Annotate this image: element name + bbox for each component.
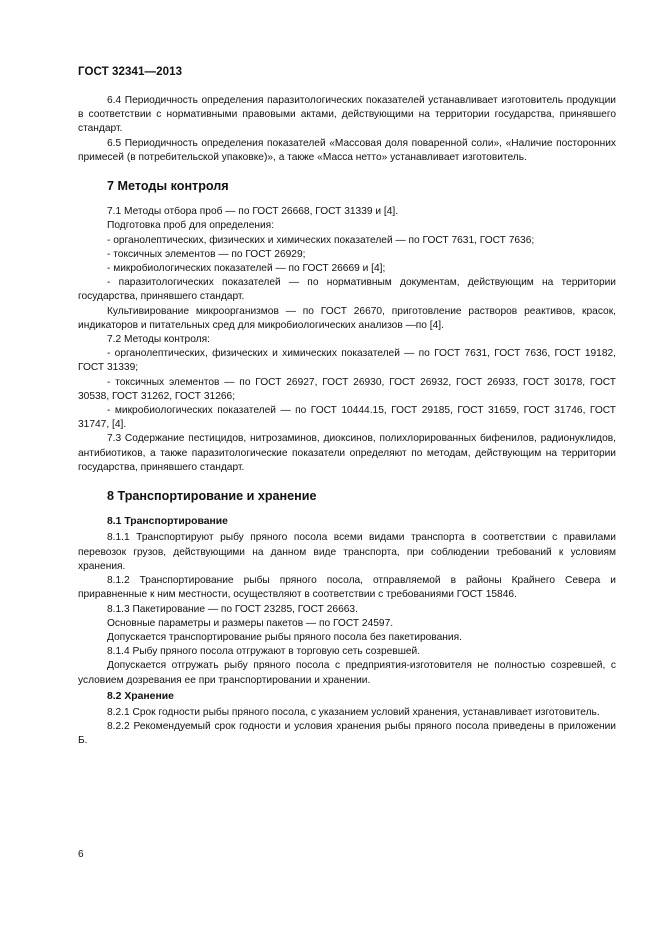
sample-prep-intro: Подготовка проб для определения:: [107, 220, 275, 232]
paragraph-6-5: 6.5 Периодичность определения показателей «Массовая доля поваренной соли», «Наличие посторонних примесей (в потребительской упаковке)», а также «Масса нетто» устанавливает изготовитель.: [78, 137, 616, 163]
list-item: - паразитологических показателей — по нормативным документам, действующим на территории государства, принявшего стандарт.: [78, 277, 616, 303]
list-item: - токсичных элементов — по ГОСТ 26927, ГОСТ 26930, ГОСТ 26932, ГОСТ 26933, ГОСТ 30178, ГОСТ 30538, ГОСТ 31262, ГОСТ 31266;: [78, 376, 616, 402]
paragraph-6-4: 6.4 Периодичность определения паразитологических показателей устанавливает изготовитель продукции в соответствии с нормативными правовыми актами, действующими на территории государства, принявшего стандарт.: [78, 95, 616, 135]
list-item: - микробиологических показателей — по ГОСТ 10444.15, ГОСТ 29185, ГОСТ 31659, ГОСТ 31746, ГОСТ 31747, [4].: [78, 405, 616, 431]
page-number: 6: [78, 849, 84, 860]
section-7-title: 7 Методы контроля: [107, 179, 229, 194]
document-header: ГОСТ 32341—2013: [78, 66, 183, 78]
list-item: - органолептических, физических и химических показателей — по ГОСТ 7631, ГОСТ 7636;: [107, 234, 535, 246]
paragraph-7-2: 7.2 Методы контроля:: [107, 334, 210, 346]
paragraph-8-2-2: 8.2.2 Рекомендуемый срок годности и условия хранения рыбы пряного посола приведены в приложении Б.: [78, 721, 616, 747]
paragraph-8-1-3-allowed: Допускается транспортирование рыбы пряного посола без пакетирования.: [107, 631, 462, 643]
paragraph-8-1-3-params: Основные параметры и размеры пакетов — по ГОСТ 24597.: [107, 617, 394, 629]
paragraph-8-1-3: 8.1.3 Пакетирование — по ГОСТ 23285, ГОСТ 26663.: [107, 603, 358, 615]
list-item: - органолептических, физических и химических показателей — по ГОСТ 7631, ГОСТ 7636, ГОСТ 19182, ГОСТ 31339;: [78, 348, 616, 374]
list-item: - микробиологических показателей — по ГОСТ 26669 и [4];: [107, 263, 386, 275]
paragraph-7-1: 7.1 Методы отбора проб — по ГОСТ 26668, ГОСТ 31339 и [4].: [107, 206, 399, 218]
paragraph-8-1-4-allowed: Допускается отгружать рыбу пряного посола с предприятия-изготовителя не полностью созревшей, с условием дозревания ее при транспортировании и хранении.: [78, 660, 616, 686]
cultivation-paragraph: Культивирование микроорганизмов — по ГОСТ 26670, приготовление растворов реактивов, красок, индикаторов и питательных сред для микробиологических анализов —по [4].: [78, 305, 616, 331]
paragraph-8-1-1: 8.1.1 Транспортируют рыбу пряного посола всеми видами транспорта в соответствии с правилами перевозок грузов, действующими на данном виде транспорта, при соблюдении требований к условиям хранения.: [78, 532, 616, 572]
subsection-8-1-title: 8.1 Транспортирование: [107, 516, 228, 528]
paragraph-7-3: 7.3 Содержание пестицидов, нитрозаминов, диоксинов, полихлорированных бифенилов, радионуклидов, антибиотиков, а также паразитологические показатели определяют по методам, действующим на территории государства, принявшего стандарт.: [78, 433, 616, 473]
document-body: [78, 94, 616, 749]
list-item: - токсичных элементов — по ГОСТ 26929;: [107, 248, 306, 260]
section-8-title: 8 Транспортирование и хранение: [107, 489, 317, 504]
paragraph-8-2-1: 8.2.1 Срок годности рыбы пряного посола, с указанием условий хранения, устанавливает изготовитель.: [107, 706, 600, 718]
paragraph-8-1-2: 8.1.2 Транспортирование рыбы пряного посола, отправляемой в районы Крайнего Севера и приравненные к ним местности, осуществляют в соответствии с требованиями ГОСТ 15846.: [78, 575, 616, 601]
subsection-8-2-title: 8.2 Хранение: [107, 690, 174, 702]
paragraph-8-1-4: 8.1.4 Рыбу пряного посола отгружают в торговую сеть созревшей.: [107, 646, 421, 658]
